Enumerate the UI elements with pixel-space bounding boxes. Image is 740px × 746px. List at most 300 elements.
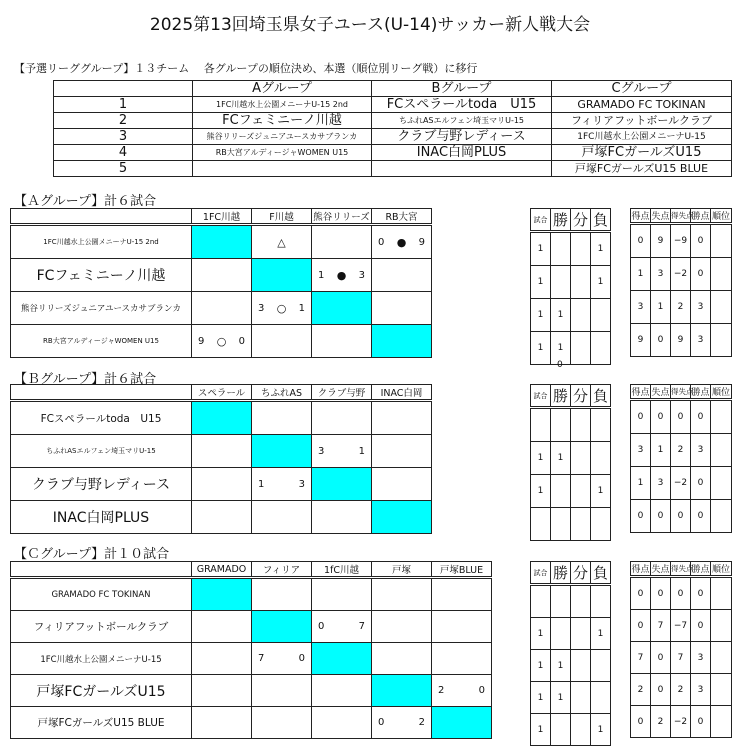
stats-header-win: 勝 — [551, 209, 571, 232]
team-name: 戸塚FCガールズU15 BLUE — [11, 707, 192, 739]
diagonal-cell — [192, 401, 252, 435]
stats-row — [631, 324, 732, 357]
overview-header-b: Bグループ — [372, 81, 552, 97]
stat-pts: 0 — [691, 577, 711, 610]
stat-gf: 1 — [631, 467, 651, 500]
stats-header-win: 勝 — [551, 385, 571, 408]
score-home: 0 — [378, 236, 385, 248]
win-mark-icon: ○ — [276, 301, 287, 315]
overview-team: 1FC川越水上公園メニーナU-15 — [552, 129, 732, 145]
grid-row — [11, 578, 492, 611]
overview-team: 戸塚FCガールズU15 BLUE — [552, 161, 732, 177]
overview-row — [54, 113, 732, 129]
stat-loss: 1 — [591, 266, 611, 299]
stat-win — [551, 232, 571, 266]
stat-rank — [711, 706, 732, 738]
overview-header-a: Aグループ — [193, 81, 372, 97]
result-cell — [252, 468, 312, 501]
stat-win — [551, 266, 571, 299]
stats-header-gf: 得点 — [631, 385, 651, 400]
stat-draw — [571, 332, 591, 365]
result-cell — [192, 468, 252, 501]
overview-team: 戸塚FCガールズU15 — [552, 145, 732, 161]
stat-win — [551, 585, 571, 618]
result-cell — [312, 578, 372, 611]
stats-header-pts: 勝点 — [691, 562, 711, 577]
diagonal-cell — [252, 611, 312, 643]
diagonal-cell — [372, 501, 432, 534]
result-cell — [192, 259, 252, 292]
stat-loss — [591, 585, 611, 618]
stat-loss — [591, 682, 611, 714]
stats-header-draw: 分 — [571, 209, 591, 232]
stat-gd: 0 — [671, 577, 691, 610]
grid-column-header: 戸塚BLUE — [432, 562, 492, 578]
stat-gd: −2 — [671, 467, 691, 500]
stats-header-row — [531, 209, 611, 232]
team-name: フィリアフットボールクラブ — [11, 611, 192, 643]
groupA-heading: 【Ａグループ】計６試合 — [14, 194, 157, 209]
stats-header-gd: 得失点 — [671, 562, 691, 577]
diagonal-cell — [192, 225, 252, 259]
stats-header-pts: 勝点 — [691, 209, 711, 224]
diagonal-cell — [312, 292, 372, 325]
stat-gd: 9 — [671, 324, 691, 357]
stat-win — [551, 618, 571, 650]
groupC-heading: 【Ｃグループ】計１０試合 — [14, 547, 170, 562]
grid-column-header: スペラール — [192, 385, 252, 401]
stats-row — [631, 577, 732, 610]
stat-win: 1 — [551, 299, 571, 332]
grid-corner — [11, 562, 192, 578]
grid-corner — [11, 385, 192, 401]
groupB-heading: 【Ｂグループ】計６試合 — [14, 372, 157, 387]
score-home: 9 — [198, 335, 205, 347]
result-cell — [372, 643, 432, 675]
stats-header-gd: 得失点 — [671, 385, 691, 400]
grid-row — [11, 435, 432, 468]
stat-pts: 3 — [691, 642, 711, 674]
overview-team: GRAMADO FC TOKINAN — [552, 97, 732, 113]
stat-draw — [571, 442, 591, 475]
stat-gf: 0 — [631, 400, 651, 434]
stats-header-gf: 得点 — [631, 562, 651, 577]
stat-loss — [591, 332, 611, 365]
result-cell — [432, 675, 492, 707]
stat-rank — [711, 291, 732, 324]
subtitle: 【予選リーググループ】１３チーム 各グループの順位決め、本選（順位別リーグ戦）に移行 — [14, 62, 478, 75]
team-name: 熊谷リリーズジュニアユースカサブランカ — [11, 292, 192, 325]
groupA-footnote: 0 — [557, 360, 563, 370]
loss-mark-icon: ● — [396, 235, 407, 249]
stat-pts: 3 — [691, 434, 711, 467]
groupC-points-table — [630, 561, 732, 738]
stats-header-loss: 負 — [591, 385, 611, 408]
stats-header-rank: 順位 — [711, 562, 732, 577]
result-cell — [372, 435, 432, 468]
stat-games — [531, 585, 551, 618]
stat-gf: 0 — [631, 706, 651, 738]
score-home: 3 — [258, 302, 265, 314]
result-cell — [372, 292, 432, 325]
score-away: 0 — [238, 335, 245, 347]
score-away: 9 — [418, 236, 425, 248]
overview-table — [53, 80, 732, 177]
grid-row — [11, 292, 432, 325]
groupA-match-grid — [10, 208, 432, 358]
grid-column-header: 1fC川越 — [312, 562, 372, 578]
stat-games: 1 — [531, 650, 551, 682]
result-cell — [192, 611, 252, 643]
overview-rank: 4 — [54, 145, 193, 161]
result-cell — [192, 643, 252, 675]
overview-team: フィリアフットボールクラブ — [552, 113, 732, 129]
stats-row — [631, 674, 732, 706]
grid-column-header: フィリア — [252, 562, 312, 578]
stat-games: 1 — [531, 299, 551, 332]
stat-gf: 3 — [631, 434, 651, 467]
result-cell — [372, 707, 432, 739]
team-name: ちふれASエルフェン埼玉マリU-15 — [11, 435, 192, 468]
grid-header-row — [11, 562, 492, 578]
stats-header-gd: 得失点 — [671, 209, 691, 224]
page-title: 2025第13回埼玉県女子ユース(U-14)サッカー新人戦大会 — [149, 15, 591, 35]
grid-column-header: クラブ与野 — [312, 385, 372, 401]
grid-column-header: INAC白岡 — [372, 385, 432, 401]
stats-header-row — [531, 385, 611, 408]
result-cell — [312, 435, 372, 468]
overview-team: クラブ与野レディース — [372, 129, 552, 145]
result-cell — [312, 401, 372, 435]
diagonal-cell — [192, 578, 252, 611]
result-cell — [252, 578, 312, 611]
stat-games: 1 — [531, 475, 551, 508]
result-cell — [432, 611, 492, 643]
result-cell — [252, 643, 312, 675]
stat-loss: 1 — [591, 714, 611, 746]
grid-row — [11, 643, 492, 675]
result-cell — [372, 611, 432, 643]
stat-pts: 3 — [691, 324, 711, 357]
result-cell — [252, 675, 312, 707]
stat-games: 1 — [531, 232, 551, 266]
stat-loss — [591, 650, 611, 682]
score-home: 0 — [318, 621, 325, 632]
stat-games — [531, 508, 551, 541]
stat-draw — [571, 408, 591, 442]
stat-gd: 2 — [671, 291, 691, 324]
overview-rank: 3 — [54, 129, 193, 145]
stats-header-row — [631, 562, 732, 577]
grid-row — [11, 501, 432, 534]
stats-row — [531, 585, 611, 618]
score — [252, 479, 311, 490]
grid-row — [11, 707, 492, 739]
stat-loss: 1 — [591, 618, 611, 650]
score-home: 2 — [438, 685, 445, 696]
result-cell — [252, 501, 312, 534]
stat-gd: 2 — [671, 674, 691, 706]
result-cell — [192, 325, 252, 358]
stat-ga: 9 — [651, 224, 671, 258]
stats-header-loss: 負 — [591, 209, 611, 232]
stat-gf: 0 — [631, 610, 651, 642]
stats-row — [531, 442, 611, 475]
stats-row — [531, 299, 611, 332]
diagonal-cell — [432, 707, 492, 739]
result-cell — [372, 578, 432, 611]
result-cell — [312, 501, 372, 534]
result-cell — [312, 259, 372, 292]
stats-row — [531, 650, 611, 682]
stats-row — [531, 714, 611, 746]
result-cell — [372, 468, 432, 501]
stat-loss — [591, 508, 611, 541]
stat-draw — [571, 618, 591, 650]
groupB-points-table — [630, 384, 732, 533]
stat-ga: 0 — [651, 400, 671, 434]
grid-column-header: 熊谷リリーズ — [312, 209, 372, 225]
stat-gd: 2 — [671, 434, 691, 467]
score — [312, 269, 371, 282]
stat-loss — [591, 442, 611, 475]
stat-win: 1 — [551, 442, 571, 475]
stat-ga: 0 — [651, 642, 671, 674]
grid-row — [11, 611, 492, 643]
stat-gf: 3 — [631, 291, 651, 324]
score-home: 1 — [258, 478, 265, 490]
score — [372, 236, 431, 249]
result-cell — [252, 401, 312, 435]
win-mark-icon: ○ — [216, 334, 227, 348]
stat-ga: 0 — [651, 674, 671, 706]
diagonal-cell — [312, 643, 372, 675]
stat-pts: 3 — [691, 674, 711, 706]
score-away: 0 — [298, 653, 305, 664]
team-name: 戸塚FCガールズU15 — [11, 675, 192, 707]
grid-column-header: ちふれAS — [252, 385, 312, 401]
score-away: 0 — [478, 685, 485, 696]
stat-ga: 1 — [651, 291, 671, 324]
team-name: FCスペラールtoda U15 — [11, 401, 192, 435]
stat-gd: 7 — [671, 642, 691, 674]
score — [312, 621, 371, 632]
stat-loss: 1 — [591, 475, 611, 508]
groupC-match-grid — [10, 561, 492, 739]
stat-draw — [571, 714, 591, 746]
stats-row — [631, 610, 732, 642]
stats-row — [631, 434, 732, 467]
groupB-match-grid — [10, 384, 432, 534]
stats-header-ga: 失点 — [651, 385, 671, 400]
result-cell — [252, 707, 312, 739]
overview-rank: 5 — [54, 161, 193, 177]
stat-loss: 1 — [591, 232, 611, 266]
stat-draw — [571, 232, 591, 266]
stat-ga: 0 — [651, 500, 671, 533]
result-cell — [372, 259, 432, 292]
stats-row — [531, 332, 611, 365]
team-name: FCフェミニーノ川越 — [11, 259, 192, 292]
groupA-record-table — [530, 208, 611, 365]
stat-games: 1 — [531, 266, 551, 299]
score — [312, 446, 371, 457]
overview-team: RB大宮アルディージャWOMEN U15 — [193, 145, 372, 161]
stat-rank — [711, 400, 732, 434]
stats-row — [631, 706, 732, 738]
stat-draw — [571, 475, 591, 508]
result-cell — [252, 292, 312, 325]
stat-gd: −9 — [671, 224, 691, 258]
grid-column-header: GRAMADO — [192, 562, 252, 578]
stat-win: 1 — [551, 650, 571, 682]
stats-row — [531, 408, 611, 442]
result-cell — [312, 325, 372, 358]
overview-row — [54, 145, 732, 161]
score-home: 0 — [378, 717, 385, 728]
score — [252, 302, 311, 315]
stat-rank — [711, 258, 732, 291]
stat-pts: 0 — [691, 224, 711, 258]
stat-draw — [571, 650, 591, 682]
stats-row — [631, 224, 732, 258]
result-cell — [432, 643, 492, 675]
groupB-record-table — [530, 384, 611, 541]
stats-header-games: 試合 — [531, 562, 551, 585]
result-cell — [312, 707, 372, 739]
score-home: 1 — [318, 269, 325, 281]
stats-header-ga: 失点 — [651, 562, 671, 577]
pending-mark-icon: △ — [277, 235, 286, 249]
diagonal-cell — [312, 468, 372, 501]
diagonal-cell — [372, 675, 432, 707]
stat-pts: 0 — [691, 500, 711, 533]
score — [432, 685, 491, 696]
grid-header-row — [11, 385, 432, 401]
stat-gf: 0 — [631, 500, 651, 533]
stats-row — [531, 682, 611, 714]
stat-pts: 0 — [691, 258, 711, 291]
stat-draw — [571, 266, 591, 299]
grid-row — [11, 675, 492, 707]
stat-rank — [711, 610, 732, 642]
score-away: 7 — [358, 621, 365, 632]
stats-row — [531, 618, 611, 650]
stat-rank — [711, 577, 732, 610]
stats-header-row — [631, 209, 732, 224]
result-cell — [192, 707, 252, 739]
overview-team: INAC白岡PLUS — [372, 145, 552, 161]
team-name: 1FC川越水上公園メニーナU-15 — [11, 643, 192, 675]
stats-row — [531, 266, 611, 299]
overview-header-c: Cグループ — [552, 81, 732, 97]
stats-row — [631, 500, 732, 533]
grid-row — [11, 225, 432, 259]
result-cell — [252, 325, 312, 358]
result-cell — [192, 675, 252, 707]
stat-draw — [571, 299, 591, 332]
stats-row — [631, 291, 732, 324]
grid-row — [11, 401, 432, 435]
grid-column-header: F川越 — [252, 209, 312, 225]
stat-gd: 0 — [671, 500, 691, 533]
stat-gf: 1 — [631, 258, 651, 291]
overview-team: FCフェミニーノ川越 — [193, 113, 372, 129]
overview-team: FCスペラールtoda U15 — [372, 97, 552, 113]
result-cell — [312, 675, 372, 707]
overview-rank: 1 — [54, 97, 193, 113]
stat-loss — [591, 408, 611, 442]
stat-games: 1 — [531, 332, 551, 365]
stat-win: 1 — [551, 332, 571, 365]
stat-win — [551, 408, 571, 442]
overview-header-row — [54, 81, 732, 97]
stats-header-ga: 失点 — [651, 209, 671, 224]
score-away: 3 — [298, 478, 305, 490]
groupA-points-table — [630, 208, 732, 357]
stat-rank — [711, 467, 732, 500]
score — [192, 335, 251, 348]
stat-games: 1 — [531, 682, 551, 714]
stat-gf: 2 — [631, 674, 651, 706]
stat-gf: 0 — [631, 577, 651, 610]
grid-row — [11, 325, 432, 358]
stat-gd: −7 — [671, 610, 691, 642]
grid-header-row — [11, 209, 432, 225]
stats-header-draw: 分 — [571, 385, 591, 408]
score-away: 2 — [418, 717, 425, 728]
grid-row — [11, 468, 432, 501]
stats-row — [631, 642, 732, 674]
score-home: 3 — [318, 445, 325, 457]
score — [372, 717, 431, 728]
result-cell — [312, 611, 372, 643]
stat-rank — [711, 224, 732, 258]
score-away: 1 — [358, 445, 365, 457]
overview-row — [54, 129, 732, 145]
stat-gf: 9 — [631, 324, 651, 357]
stat-gf: 7 — [631, 642, 651, 674]
stat-games: 1 — [531, 714, 551, 746]
team-name: RB大宮アルディージャWOMEN U15 — [11, 325, 192, 358]
stats-header-row — [631, 385, 732, 400]
stat-ga: 3 — [651, 467, 671, 500]
result-cell — [312, 225, 372, 259]
grid-column-header: 戸塚 — [372, 562, 432, 578]
diagonal-cell — [372, 325, 432, 358]
stat-pts: 0 — [691, 400, 711, 434]
team-name: 1FC川越水上公園メニーナU-15 2nd — [11, 225, 192, 259]
team-name: GRAMADO FC TOKINAN — [11, 578, 192, 611]
stats-row — [631, 258, 732, 291]
team-name: INAC白岡PLUS — [11, 501, 192, 534]
stats-header-draw: 分 — [571, 562, 591, 585]
stat-games: 1 — [531, 442, 551, 475]
stat-draw — [571, 508, 591, 541]
stats-header-rank: 順位 — [711, 385, 732, 400]
result-cell — [432, 578, 492, 611]
overview-rank: 2 — [54, 113, 193, 129]
diagonal-cell — [252, 259, 312, 292]
stats-row — [631, 400, 732, 434]
stat-rank — [711, 500, 732, 533]
grid-column-header: 1FC川越 — [192, 209, 252, 225]
stats-header-win: 勝 — [551, 562, 571, 585]
overview-row — [54, 97, 732, 113]
stat-win — [551, 475, 571, 508]
stat-win — [551, 714, 571, 746]
result-cell — [372, 225, 432, 259]
